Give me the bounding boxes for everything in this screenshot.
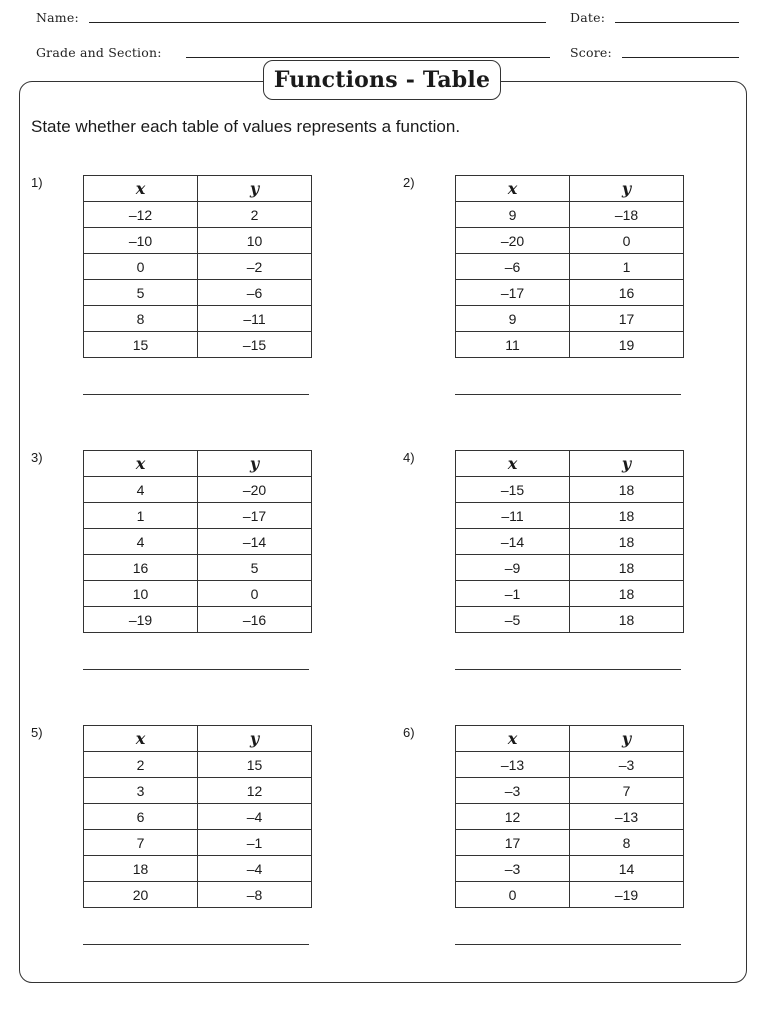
y-value-cell: –20 bbox=[198, 477, 312, 503]
x-value-cell: 9 bbox=[456, 202, 570, 228]
x-value-cell: 8 bbox=[84, 306, 198, 332]
x-value-cell: –9 bbox=[456, 555, 570, 581]
values-table bbox=[83, 725, 312, 908]
y-value-cell: –1 bbox=[198, 830, 312, 856]
table-row bbox=[84, 882, 312, 908]
x-value-cell: –5 bbox=[456, 607, 570, 633]
x-value-cell: 20 bbox=[84, 882, 198, 908]
problem-2 bbox=[403, 175, 703, 405]
table-row bbox=[84, 581, 312, 607]
values-table bbox=[83, 175, 312, 358]
table-row bbox=[84, 477, 312, 503]
x-value-cell: 15 bbox=[84, 332, 198, 358]
table-row bbox=[456, 856, 684, 882]
y-value-cell: 17 bbox=[570, 306, 684, 332]
problem-3 bbox=[31, 450, 331, 680]
y-value-cell: –6 bbox=[198, 280, 312, 306]
x-value-cell: –19 bbox=[84, 607, 198, 633]
grade-section-label: Grade and Section: bbox=[36, 45, 162, 60]
x-value-cell: 4 bbox=[84, 529, 198, 555]
values-table bbox=[455, 725, 684, 908]
y-value-cell: –19 bbox=[570, 882, 684, 908]
table-row bbox=[456, 280, 684, 306]
problem-number: 6) bbox=[403, 725, 415, 740]
table-row bbox=[84, 830, 312, 856]
table-row bbox=[456, 202, 684, 228]
y-value-cell: 14 bbox=[570, 856, 684, 882]
table-row bbox=[84, 503, 312, 529]
problem-4 bbox=[403, 450, 703, 680]
score-label: Score: bbox=[570, 45, 612, 60]
problem-number: 1) bbox=[31, 175, 43, 190]
values-table bbox=[455, 175, 684, 358]
answer-line[interactable] bbox=[83, 944, 309, 945]
x-value-cell: 18 bbox=[84, 856, 198, 882]
table-row bbox=[456, 581, 684, 607]
y-value-cell: 7 bbox=[570, 778, 684, 804]
y-value-cell: 18 bbox=[570, 555, 684, 581]
table-row bbox=[456, 882, 684, 908]
x-value-cell: 1 bbox=[84, 503, 198, 529]
table-header-row bbox=[456, 176, 684, 202]
table-row bbox=[456, 830, 684, 856]
x-value-cell: –14 bbox=[456, 529, 570, 555]
table-row bbox=[456, 778, 684, 804]
values-table bbox=[83, 450, 312, 633]
table-header-row bbox=[84, 726, 312, 752]
values-table bbox=[455, 450, 684, 633]
table-row bbox=[84, 752, 312, 778]
table-row bbox=[84, 280, 312, 306]
table-row bbox=[456, 607, 684, 633]
y-value-cell: 8 bbox=[570, 830, 684, 856]
column-header-y: y bbox=[198, 726, 312, 752]
date-field[interactable] bbox=[615, 22, 739, 23]
x-value-cell: –15 bbox=[456, 477, 570, 503]
problem-5 bbox=[31, 725, 331, 955]
y-value-cell: 1 bbox=[570, 254, 684, 280]
y-value-cell: 0 bbox=[198, 581, 312, 607]
table-row bbox=[456, 477, 684, 503]
y-value-cell: –17 bbox=[198, 503, 312, 529]
column-header-x: x bbox=[84, 451, 198, 477]
table-row bbox=[84, 254, 312, 280]
x-value-cell: 16 bbox=[84, 555, 198, 581]
y-value-cell: –15 bbox=[198, 332, 312, 358]
y-value-cell: –16 bbox=[198, 607, 312, 633]
y-value-cell: –14 bbox=[198, 529, 312, 555]
table-row bbox=[456, 804, 684, 830]
table-row bbox=[456, 332, 684, 358]
table-row bbox=[456, 503, 684, 529]
column-header-y: y bbox=[198, 451, 312, 477]
table-row bbox=[84, 332, 312, 358]
column-header-y: y bbox=[570, 726, 684, 752]
table-row bbox=[456, 752, 684, 778]
table-row bbox=[456, 254, 684, 280]
y-value-cell: 19 bbox=[570, 332, 684, 358]
x-value-cell: 0 bbox=[84, 254, 198, 280]
date-label: Date: bbox=[570, 10, 606, 25]
table-row bbox=[84, 202, 312, 228]
x-value-cell: 7 bbox=[84, 830, 198, 856]
x-value-cell: 2 bbox=[84, 752, 198, 778]
y-value-cell: –8 bbox=[198, 882, 312, 908]
x-value-cell: 10 bbox=[84, 581, 198, 607]
x-value-cell: 17 bbox=[456, 830, 570, 856]
x-value-cell: 3 bbox=[84, 778, 198, 804]
y-value-cell: 18 bbox=[570, 529, 684, 555]
y-value-cell: 10 bbox=[198, 228, 312, 254]
x-value-cell: –6 bbox=[456, 254, 570, 280]
problem-1 bbox=[31, 175, 331, 405]
table-row bbox=[84, 804, 312, 830]
table-header-row bbox=[456, 726, 684, 752]
x-value-cell: 9 bbox=[456, 306, 570, 332]
column-header-x: x bbox=[456, 726, 570, 752]
name-field[interactable] bbox=[89, 22, 546, 23]
grade-section-field[interactable] bbox=[186, 57, 550, 58]
y-value-cell: 16 bbox=[570, 280, 684, 306]
y-value-cell: 15 bbox=[198, 752, 312, 778]
problem-number: 2) bbox=[403, 175, 415, 190]
table-row bbox=[84, 778, 312, 804]
answer-line[interactable] bbox=[455, 394, 681, 395]
y-value-cell: 2 bbox=[198, 202, 312, 228]
table-row bbox=[456, 555, 684, 581]
answer-line[interactable] bbox=[455, 944, 681, 945]
y-value-cell: –4 bbox=[198, 856, 312, 882]
y-value-cell: 5 bbox=[198, 555, 312, 581]
y-value-cell: 18 bbox=[570, 581, 684, 607]
column-header-x: x bbox=[84, 726, 198, 752]
name-label: Name: bbox=[36, 10, 79, 25]
table-row bbox=[84, 607, 312, 633]
column-header-x: x bbox=[84, 176, 198, 202]
worksheet-title: Functions - Table bbox=[263, 60, 501, 100]
x-value-cell: –3 bbox=[456, 778, 570, 804]
column-header-y: y bbox=[570, 176, 684, 202]
table-row bbox=[84, 529, 312, 555]
x-value-cell: 5 bbox=[84, 280, 198, 306]
table-header-row bbox=[84, 176, 312, 202]
table-row bbox=[456, 306, 684, 332]
y-value-cell: –3 bbox=[570, 752, 684, 778]
table-row bbox=[456, 529, 684, 555]
x-value-cell: –13 bbox=[456, 752, 570, 778]
problem-number: 4) bbox=[403, 450, 415, 465]
problem-6 bbox=[403, 725, 703, 955]
table-row bbox=[456, 228, 684, 254]
answer-line[interactable] bbox=[83, 394, 309, 395]
y-value-cell: –11 bbox=[198, 306, 312, 332]
problem-number: 3) bbox=[31, 450, 43, 465]
x-value-cell: –11 bbox=[456, 503, 570, 529]
problem-number: 5) bbox=[31, 725, 43, 740]
y-value-cell: 18 bbox=[570, 503, 684, 529]
y-value-cell: –2 bbox=[198, 254, 312, 280]
column-header-y: y bbox=[570, 451, 684, 477]
x-value-cell: 4 bbox=[84, 477, 198, 503]
table-header-row bbox=[84, 451, 312, 477]
x-value-cell: 11 bbox=[456, 332, 570, 358]
table-header-row bbox=[456, 451, 684, 477]
x-value-cell: –3 bbox=[456, 856, 570, 882]
x-value-cell: –17 bbox=[456, 280, 570, 306]
column-header-x: x bbox=[456, 451, 570, 477]
y-value-cell: 18 bbox=[570, 607, 684, 633]
x-value-cell: 12 bbox=[456, 804, 570, 830]
y-value-cell: 12 bbox=[198, 778, 312, 804]
answer-line[interactable] bbox=[83, 669, 309, 670]
x-value-cell: –12 bbox=[84, 202, 198, 228]
table-row bbox=[84, 856, 312, 882]
table-row bbox=[84, 306, 312, 332]
y-value-cell: –13 bbox=[570, 804, 684, 830]
x-value-cell: –20 bbox=[456, 228, 570, 254]
table-row bbox=[84, 555, 312, 581]
answer-line[interactable] bbox=[455, 669, 681, 670]
column-header-y: y bbox=[198, 176, 312, 202]
y-value-cell: 18 bbox=[570, 477, 684, 503]
column-header-x: x bbox=[456, 176, 570, 202]
instructions: State whether each table of values represents a function. bbox=[31, 117, 461, 136]
x-value-cell: 0 bbox=[456, 882, 570, 908]
y-value-cell: –18 bbox=[570, 202, 684, 228]
score-field[interactable] bbox=[622, 57, 739, 58]
x-value-cell: 6 bbox=[84, 804, 198, 830]
y-value-cell: –4 bbox=[198, 804, 312, 830]
x-value-cell: –1 bbox=[456, 581, 570, 607]
y-value-cell: 0 bbox=[570, 228, 684, 254]
table-row bbox=[84, 228, 312, 254]
x-value-cell: –10 bbox=[84, 228, 198, 254]
